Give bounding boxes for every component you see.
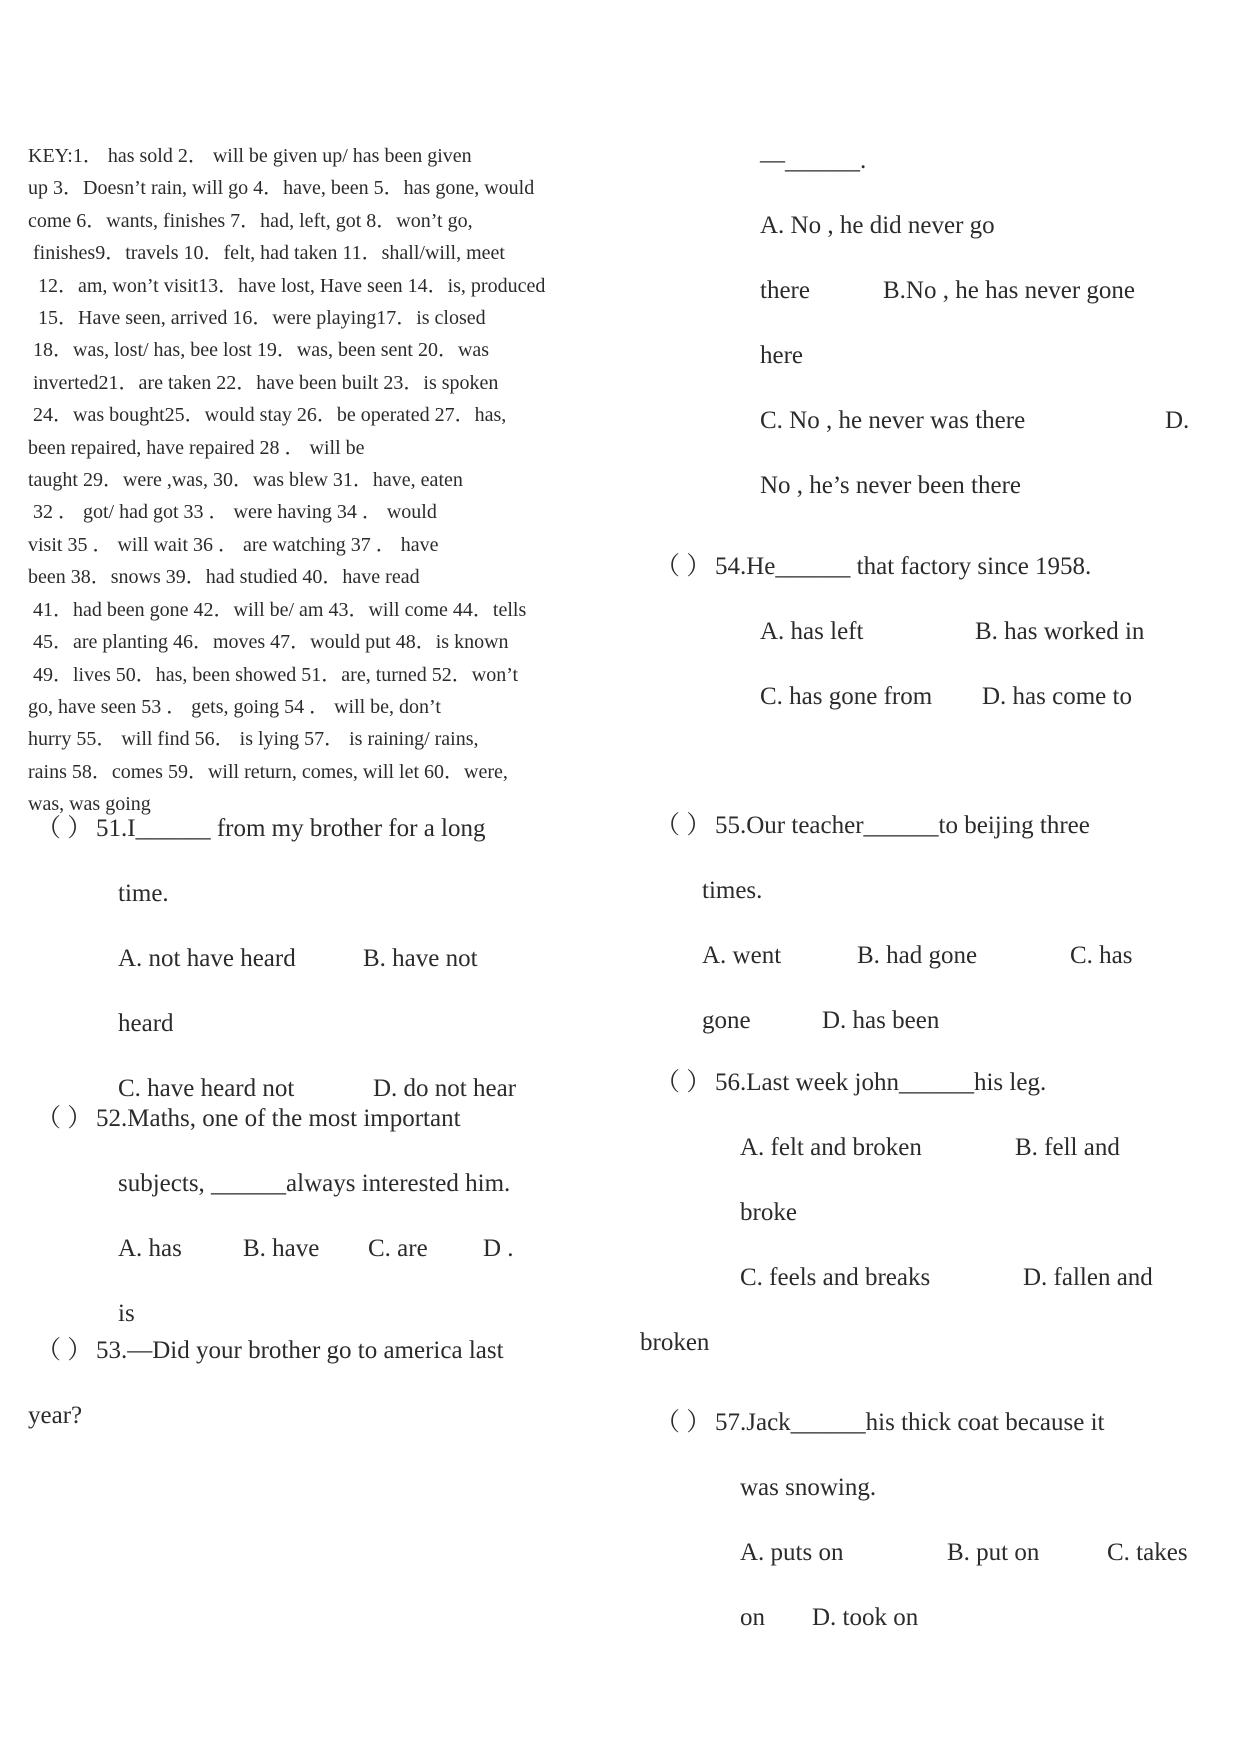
question-stem-cont: times. <box>702 877 763 904</box>
answer-key-line: 49．lives 50．has, been showed 51．are, turned 52．won’t <box>28 663 519 686</box>
question-stem-cont: year? <box>28 1402 83 1429</box>
option-d[interactable]: D. has come to <box>982 683 1132 710</box>
answer-key <box>28 140 603 821</box>
option-c-cont: on <box>740 1604 765 1631</box>
option-d-cont: broken <box>640 1329 710 1356</box>
question-stem: 57.Jack______his thick coat because it <box>715 1409 1105 1436</box>
answer-paren[interactable]: （ ） <box>36 1105 93 1132</box>
option-a[interactable]: A. No , he did never go <box>760 212 995 239</box>
answer-key-line: finishes9．travels 10．felt, had taken 11．shall/will, meet <box>28 242 505 265</box>
left-column <box>28 140 608 821</box>
answer-paren[interactable]: （ ） <box>36 815 93 842</box>
answer-key-line: 15．Have seen, arrived 16．were playing17．is closed <box>28 307 486 330</box>
question-stem-cont: time. <box>118 880 169 907</box>
answer-key-line: 41．had been gone 42．will be/ am 43．will come 44．tells <box>28 598 527 621</box>
option-b-cont: broke <box>740 1199 797 1226</box>
option-b[interactable]: B. put on <box>947 1539 1040 1566</box>
answer-key-line: taught 29．were ,was, 30．was blew 31．have, eaten <box>28 469 463 492</box>
answer-key-line: visit 35 ． will wait 36 ． are watching 37 ． have <box>28 533 439 556</box>
question-55 <box>655 793 1235 1053</box>
option-d[interactable]: D. do not hear <box>373 1075 517 1102</box>
option-a[interactable]: A. has left <box>760 618 864 645</box>
option-d-cont: is <box>118 1300 135 1327</box>
option-a[interactable]: A. felt and broken <box>740 1134 922 1161</box>
question-stem-cont: subjects, ______always interested him. <box>118 1170 511 1197</box>
question-54 <box>655 534 1235 729</box>
answer-key-line: 18．was, lost/ has, bee lost 19．was, been sent 20．was <box>28 339 490 362</box>
question-stem: 54.He______ that factory since 1958. <box>715 553 1092 580</box>
question-stem: 53.—Did your brother go to america last <box>96 1337 504 1364</box>
option-b[interactable]: B.No , he has never gone <box>883 277 1136 304</box>
option-b[interactable]: B. fell and <box>1015 1134 1120 1161</box>
option-b-cont: heard <box>118 1010 174 1037</box>
answer-key-line: rains 58．comes 59．will return, comes, will let 60．were, <box>28 760 508 783</box>
question-stem-cont: was snowing. <box>740 1474 877 1501</box>
option-b[interactable]: B. have not <box>363 945 478 972</box>
option-a[interactable]: A. went <box>702 942 782 969</box>
question-57 <box>655 1390 1235 1650</box>
answer-key-line: been 38．snows 39．had studied 40．have read <box>28 566 420 589</box>
option-a[interactable]: A. not have heard <box>118 945 296 972</box>
answer-key-line: KEY:1． has sold 2． will be given up/ has been given <box>28 145 472 167</box>
option-c[interactable]: C. takes <box>1107 1539 1188 1566</box>
option-b[interactable]: B. have <box>243 1235 320 1262</box>
question-53 <box>28 1318 616 1448</box>
answer-key-line: come 6．wants, finishes 7．had, left, got 8．won’t go, <box>28 209 473 232</box>
option-c-cont: gone <box>702 1007 751 1034</box>
option-d[interactable]: D. took on <box>812 1604 919 1631</box>
answer-key-line: 32 ． got/ had got 33 ． were having 34 ． would <box>28 501 437 524</box>
option-c[interactable]: C. has <box>1070 942 1133 969</box>
option-b-cont: here <box>760 342 804 369</box>
answer-paren[interactable]: （ ） <box>655 1069 712 1096</box>
question-stem: 51.I______ from my brother for a long <box>96 815 486 842</box>
option-a[interactable]: A. puts on <box>740 1539 844 1566</box>
question-52 <box>36 1086 616 1346</box>
answer-key-line: 12．am, won’t visit13．have lost, Have seen 14．is, produced <box>28 274 546 297</box>
option-a-cont: there <box>760 277 810 304</box>
option-c[interactable]: C. have heard not <box>118 1075 295 1102</box>
answer-key-line: go, have seen 53 ． gets, going 54 ． will be, don’t <box>28 695 441 718</box>
option-d[interactable]: D. <box>1165 407 1190 434</box>
question-53-cont <box>760 128 1240 518</box>
question-stem: 56.Last week john______his leg. <box>715 1069 1047 1096</box>
option-b[interactable]: B. had gone <box>857 942 978 969</box>
answer-paren[interactable]: （ ） <box>36 1337 93 1364</box>
answer-key-line: inverted21．are taken 22．have been built 23．is spoken <box>28 371 499 394</box>
answer-key-line: 24．was bought25．would stay 26．be operated 27．has, <box>28 404 507 427</box>
question-56 <box>640 1050 1235 1375</box>
answer-paren[interactable]: （ ） <box>655 553 712 580</box>
option-d-cont: No , he’s never been there <box>760 472 1021 499</box>
answer-paren[interactable]: （ ） <box>655 812 712 839</box>
option-c[interactable]: C. are <box>368 1235 428 1262</box>
option-a[interactable]: A. has <box>118 1235 182 1262</box>
answer-key-line: 45．are planting 46．moves 47．would put 48．is known <box>28 631 509 654</box>
answer-key-line: up 3．Doesn’t rain, will go 4．have, been 5．has gone, would <box>28 177 535 200</box>
answer-paren[interactable]: （ ） <box>655 1409 712 1436</box>
answer-blank: —______. <box>760 147 867 174</box>
answer-key-line: been repaired, have repaired 28 ． will be <box>28 436 365 459</box>
answer-key-line: hurry 55． will find 56． is lying 57． is raining/ rains, <box>28 728 479 751</box>
option-c[interactable]: C. No , he never was there <box>760 407 1026 434</box>
option-c[interactable]: C. has gone from <box>760 683 933 710</box>
question-stem: 55.Our teacher______to beijing three <box>715 812 1090 839</box>
option-d[interactable]: D. has been <box>822 1007 940 1034</box>
question-stem: 52.Maths, one of the most important <box>96 1105 461 1132</box>
answer-key-line: was, was going <box>28 793 151 816</box>
option-d[interactable]: D. fallen and <box>1023 1264 1153 1291</box>
option-c[interactable]: C. feels and breaks <box>740 1264 931 1291</box>
option-b[interactable]: B. has worked in <box>975 618 1145 645</box>
option-d[interactable]: D . <box>483 1235 514 1262</box>
question-51 <box>36 796 616 1121</box>
